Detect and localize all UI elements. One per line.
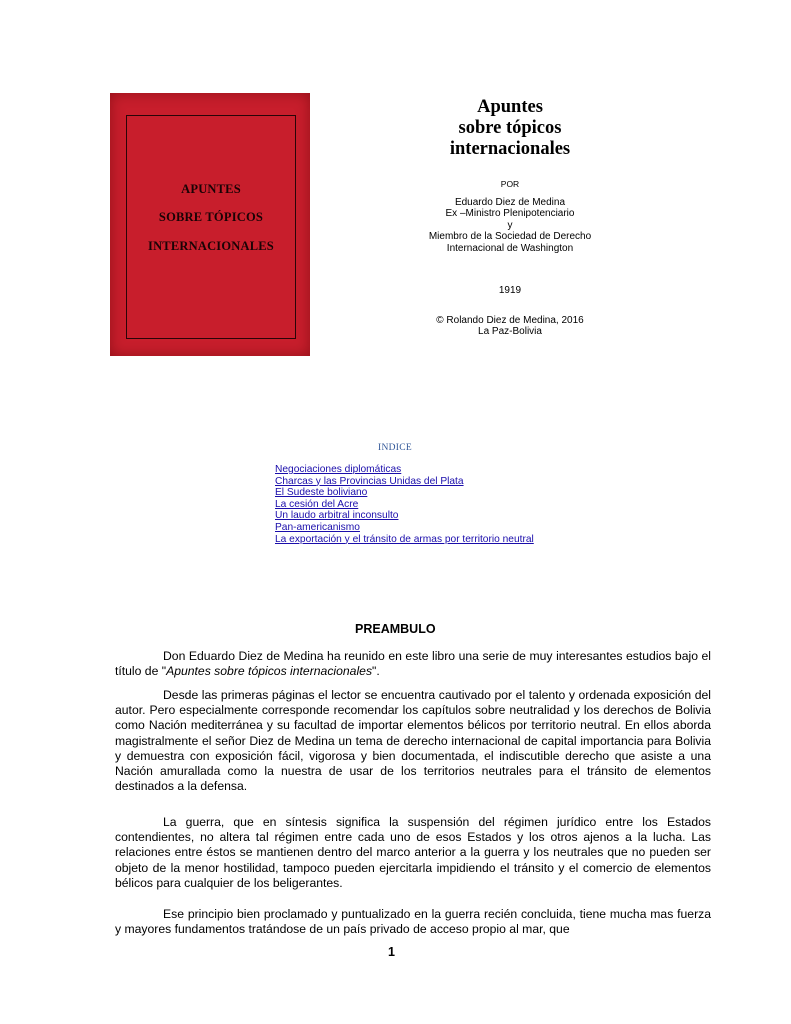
book-cover-image <box>110 93 310 356</box>
index-heading: INDICE <box>378 443 412 453</box>
table-of-contents <box>275 464 534 545</box>
cover-title-line-2: SOBRE TÓPICOS <box>158 210 264 224</box>
paragraph-1 <box>115 649 711 679</box>
por-label: POR <box>500 179 520 189</box>
place-line: La Paz-Bolivia <box>478 326 542 337</box>
author-role: Ex –Ministro Plenipotenciario <box>445 208 575 219</box>
paragraph-4: Ese principio bien proclamado y puntualizado en la guerra recién concluida, tiene mucha mas fuerza y mayores fundamentos tratándose de un país privado de acceso propio al mar, que <box>115 907 711 937</box>
toc-link-negociaciones[interactable]: Negociaciones diplomáticas <box>275 464 402 475</box>
copyright-line: © Rolando Diez de Medina, 2016 <box>436 315 584 326</box>
book-title-line-1: Apuntes <box>477 97 543 117</box>
author-membership-1: Miembro de la Sociedad de Derecho <box>428 231 592 242</box>
toc-link-charcas[interactable]: Charcas y las Provincias Unidas del Plata <box>275 475 464 487</box>
author-membership-2: Internacional de Washington <box>446 243 574 254</box>
author-conjunction: y <box>507 220 513 231</box>
paragraph-1-end: ". <box>372 664 380 679</box>
author-name: Eduardo Diez de Medina <box>454 197 566 208</box>
book-title-italic: Apuntes sobre tópicos internacionales <box>166 664 373 679</box>
toc-link-armas[interactable]: La exportación y el tránsito de armas por territorio neutral <box>275 533 534 545</box>
section-heading: PREAMBULO <box>355 622 436 636</box>
paragraph-1-text: Don Eduardo Diez de Medina ha reunido en este libro una serie de muy interesantes estudios bajo el título de " <box>115 649 711 679</box>
paragraph-3: La guerra, que en síntesis significa la suspensión del régimen jurídico entre los Estados contendientes, no altera tal régimen entre cada uno de esos Estados y los otros ajenos a la lucha. Las relaciones entre éstos se mantienen dentro del marco anterior a la guerra y los neutrales que no pueden ser objeto de la menor hostilidad, tampoco pueden ejercitarla impidiendo el tránsito y el comercio de elementos bélicos para cualquier de los beligerantes. <box>115 815 711 890</box>
publication-year: 1919 <box>498 285 522 296</box>
cover-title-line-1: APUNTES <box>181 182 241 196</box>
toc-link-sudeste[interactable]: El Sudeste boliviano <box>275 487 368 499</box>
cover-title-line-3: INTERNACIONALES <box>148 239 274 253</box>
toc-link-acre[interactable]: La cesión del Acre <box>275 498 359 510</box>
cover-frame <box>126 115 296 339</box>
toc-link-laudo[interactable]: Un laudo arbitral inconsulto <box>275 510 399 522</box>
book-title-line-3: internacionales <box>449 139 571 159</box>
paragraph-2: Desde las primeras páginas el lector se encuentra cautivado por el talento y ordenada exposición del autor. Pero especialmente corresponde recomendar los capítulos sobre neutralidad y los derechos de Bolivia como Nación mediterránea y su facultad de importar elementos bélicos por territorio neutral. En ellos aborda magistralmente el señor Diez de Medina un tema de derecho internacional de capital importancia para Bolivia y demuestra con exposición fácil, vigorosa y bien documentada, el indiscutible derecho que asiste a una Nación amurallada como la nuestra de usar de los territorios neutrales para el tránsito de elementos destinados a la defensa. <box>115 688 711 794</box>
page-number: 1 <box>388 945 395 959</box>
toc-link-panamericanismo[interactable]: Pan-americanismo <box>275 521 360 533</box>
book-title-line-2: sobre tópicos <box>458 118 562 138</box>
